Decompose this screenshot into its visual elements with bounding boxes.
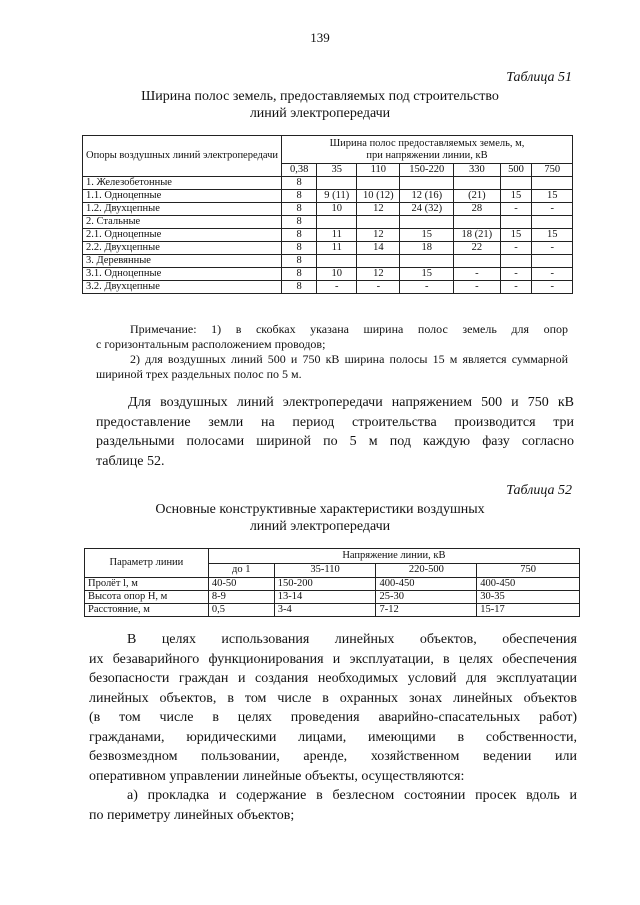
- table-cell: 8: [281, 255, 316, 268]
- page-number: 139: [310, 30, 330, 45]
- table-cell: 15: [500, 229, 532, 242]
- voltage-cell: 0,38: [281, 164, 316, 177]
- table-cell: 18 (21): [454, 229, 500, 242]
- table-cell: 40-50: [208, 578, 274, 591]
- table-cell: [532, 216, 573, 229]
- table-cell: [400, 255, 454, 268]
- table51-span-header-line1: Ширина полос предоставляемых земель, м,: [329, 137, 525, 149]
- paragraph-3: [89, 786, 577, 825]
- table-row: [83, 203, 573, 216]
- voltage-cell: 110: [357, 164, 400, 177]
- row-label: Пролёт l, м: [85, 578, 209, 591]
- row-label: 2.1. Одноцепные: [83, 229, 282, 242]
- table51-body: [83, 177, 573, 294]
- table-cell: -: [532, 281, 573, 294]
- paragraph-2: [89, 630, 577, 786]
- table-cell: -: [532, 242, 573, 255]
- voltage-cell: 500: [500, 164, 532, 177]
- table51-caption: Таблица 51: [506, 70, 572, 85]
- table-cell: 8: [281, 268, 316, 281]
- voltage-cell: 150-220: [400, 164, 454, 177]
- table-cell: 11: [317, 229, 357, 242]
- table-cell: 12: [357, 268, 400, 281]
- table-cell: 8: [281, 203, 316, 216]
- paragraph-line: В целях использования линейных объектов, обеспечения: [127, 632, 577, 647]
- paragraph-line: линейных объектов, в том числе в охранных зонах линейных объектов: [89, 690, 577, 706]
- table52-param-header: Параметр линии: [85, 549, 209, 578]
- table-cell: -: [532, 268, 573, 281]
- row-label: 2. Стальные: [83, 216, 282, 229]
- row-label: 3. Деревянные: [83, 255, 282, 268]
- table-cell: (21): [454, 190, 500, 203]
- table-cell: 8: [281, 190, 316, 203]
- table-cell: 28: [454, 203, 500, 216]
- row-label: Высота опор Н, м: [85, 591, 209, 604]
- table-cell: 8: [281, 242, 316, 255]
- voltage-cell: 750: [477, 563, 580, 578]
- paragraph-line: предоставление земли на период строительства производится три: [96, 414, 574, 430]
- paragraph-line: (в том числе в целях проведения аварийно-спасательных работ): [89, 710, 577, 725]
- table-cell: 150-200: [274, 578, 376, 591]
- table-cell: [454, 216, 500, 229]
- voltage-cell: 750: [532, 164, 573, 177]
- voltage-cell: 330: [454, 164, 500, 177]
- table52-title-line2: линий электропередачи: [249, 519, 391, 534]
- table-cell: 10: [317, 203, 357, 216]
- table51-span-header: [281, 136, 572, 164]
- table-cell: [317, 255, 357, 268]
- row-label: 1.1. Одноцепные: [83, 190, 282, 203]
- table52-body: [85, 578, 580, 617]
- table-row: [83, 229, 573, 242]
- paragraph-line: безвозмездном пользовании, аренде, хозяйственном ведении или: [89, 749, 577, 764]
- table-cell: -: [532, 203, 573, 216]
- voltage-cell: 220-500: [376, 563, 477, 578]
- table51-title: [0, 88, 640, 122]
- note-line: с горизонтальным расположением проводов;: [96, 337, 326, 351]
- table-row: [83, 190, 573, 203]
- row-label: 3.1. Одноцепные: [83, 268, 282, 281]
- table-cell: [532, 177, 573, 190]
- table-row: [83, 177, 573, 190]
- paragraph-line: а) прокладка и содержание в безлесном состоянии просек вдоль и: [127, 788, 577, 803]
- table-cell: 9 (11): [317, 190, 357, 203]
- row-label: 2.2. Двухцепные: [83, 242, 282, 255]
- table-row: [83, 281, 573, 294]
- table-cell: 12 (16): [400, 190, 454, 203]
- table-cell: 15: [532, 190, 573, 203]
- table-cell: -: [357, 281, 400, 294]
- row-label: 1.2. Двухцепные: [83, 203, 282, 216]
- row-label: Расстояние, м: [85, 604, 209, 617]
- table-cell: 14: [357, 242, 400, 255]
- voltage-cell: 35: [317, 164, 357, 177]
- table-cell: 8-9: [208, 591, 274, 604]
- table51-col-header: [83, 136, 282, 177]
- table-cell: [317, 177, 357, 190]
- table-cell: 8: [281, 177, 316, 190]
- table-cell: 7-12: [376, 604, 477, 617]
- table-row: [85, 604, 580, 617]
- table-cell: 15: [400, 268, 454, 281]
- table52-span-header: Напряжение линии, кВ: [208, 549, 579, 564]
- table-cell: 12: [357, 203, 400, 216]
- table-cell: -: [454, 281, 500, 294]
- table-cell: -: [400, 281, 454, 294]
- note-line: шириной трех раздельных полос по 5 м.: [96, 367, 302, 381]
- table-cell: -: [454, 268, 500, 281]
- table-cell: 0,5: [208, 604, 274, 617]
- voltage-cell: до 1: [208, 563, 274, 578]
- table-row: [83, 242, 573, 255]
- table-cell: -: [500, 242, 532, 255]
- paragraph-line: безопасности граждан и создания необходимых условий для эксплуатации: [89, 671, 577, 686]
- table-cell: [317, 216, 357, 229]
- table-cell: 13-14: [274, 591, 376, 604]
- table-cell: 18: [400, 242, 454, 255]
- table-cell: 25-30: [376, 591, 477, 604]
- table51-note: [96, 322, 568, 382]
- table-cell: [400, 177, 454, 190]
- table-cell: 8: [281, 216, 316, 229]
- table-row: [85, 578, 580, 591]
- table51-col-header-text: Опоры воздушных линий электропередачи: [86, 150, 278, 161]
- row-label: 3.2. Двухцепные: [83, 281, 282, 294]
- table-cell: [357, 177, 400, 190]
- table-cell: 400-450: [376, 578, 477, 591]
- paragraph-line: Для воздушных линий электропередачи напряжением 500 и 750 кВ: [128, 395, 574, 410]
- table-cell: 10: [317, 268, 357, 281]
- paragraph-line: оперативном управлении линейные объекты, осуществляются:: [89, 768, 465, 784]
- table-cell: [454, 255, 500, 268]
- table-cell: [357, 216, 400, 229]
- paragraph-line: таблице 52.: [96, 453, 165, 469]
- table-cell: [357, 255, 400, 268]
- table-cell: [500, 177, 532, 190]
- table-row: [83, 268, 573, 281]
- table52-title-line1: Основные конструктивные характеристики воздушных: [155, 502, 485, 517]
- table-cell: [454, 177, 500, 190]
- table-cell: 15: [400, 229, 454, 242]
- table-cell: 12: [357, 229, 400, 242]
- table-cell: 15-17: [477, 604, 580, 617]
- table-cell: 8: [281, 229, 316, 242]
- table-cell: 3-4: [274, 604, 376, 617]
- paragraph-line: гражданами, юридическими лицами, имеющими в собственности,: [89, 729, 577, 745]
- table-cell: -: [500, 203, 532, 216]
- table-cell: 15: [500, 190, 532, 203]
- table52-caption: Таблица 52: [506, 483, 572, 498]
- table-cell: 15: [532, 229, 573, 242]
- table-cell: 400-450: [477, 578, 580, 591]
- note-line: 2) для воздушных линий 500 и 750 кВ ширина полосы 15 м является суммарной: [130, 352, 568, 366]
- table-cell: [400, 216, 454, 229]
- paragraph-line: по периметру линейных объектов;: [89, 807, 295, 823]
- table-cell: 11: [317, 242, 357, 255]
- table-cell: 10 (12): [357, 190, 400, 203]
- table51-span-header-line2: при напряжении линии, кВ: [366, 149, 488, 161]
- note-line: Примечание: 1) в скобках указана ширина полос земель для опор: [130, 322, 568, 336]
- table-cell: [500, 255, 532, 268]
- table-row: [85, 591, 580, 604]
- table-cell: 30-35: [477, 591, 580, 604]
- table-cell: -: [500, 281, 532, 294]
- paragraph-line: раздельными полосами шириной по 5 м под каждую фазу согласно: [96, 434, 574, 449]
- table-cell: -: [317, 281, 357, 294]
- table-row: [83, 216, 573, 229]
- table51-title-line1: Ширина полос земель, предоставляемых под строительство: [141, 89, 499, 104]
- table51: [82, 135, 573, 294]
- paragraph-line: их безаварийного функционирования и эксплуатации, в целях обеспечения: [89, 651, 577, 667]
- paragraph-1: [96, 393, 574, 471]
- table-cell: [500, 216, 532, 229]
- table52: [84, 548, 580, 617]
- table-cell: [532, 255, 573, 268]
- row-label: 1. Железобетонные: [83, 177, 282, 190]
- table-cell: 24 (32): [400, 203, 454, 216]
- table-cell: 8: [281, 281, 316, 294]
- table51-title-line2: линий электропередачи: [249, 106, 391, 121]
- table-cell: -: [500, 268, 532, 281]
- table-row: [83, 255, 573, 268]
- table52-title: [0, 501, 640, 535]
- voltage-cell: 35-110: [274, 563, 376, 578]
- table-cell: 22: [454, 242, 500, 255]
